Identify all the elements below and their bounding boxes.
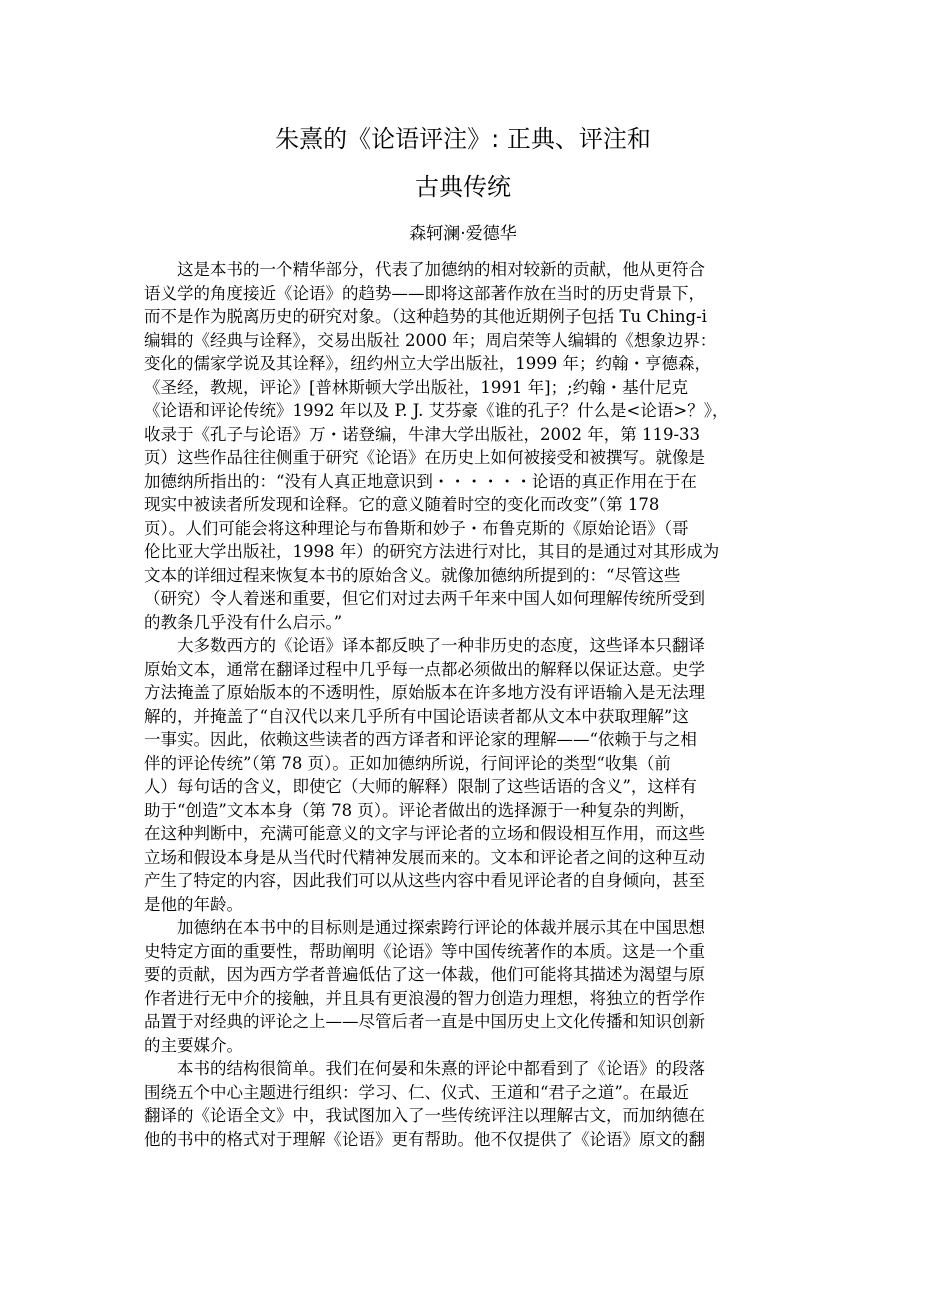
text-line: 的主要媒介。 xyxy=(144,1035,243,1055)
text-line: 而不是作为脱离历史的研究对象。（这种趋势的其他近期例子包括 Tu Ching-i xyxy=(144,307,707,326)
text-line: 页）。人们可能会将这种理论与布鲁斯和妙子・布鲁克斯的《原始论语》（哥 xyxy=(144,518,689,538)
text-line: 的教条几乎没有什么启示。” xyxy=(144,612,343,632)
text-line: 编辑的《经典与诠释》，交易出版社 2000 年；周启荣等人编辑的《想象边界： xyxy=(144,330,717,350)
text-line: 方法掩盖了原始版本的不透明性，原始版本在许多地方没有评语输入是无法理 xyxy=(144,683,705,702)
text-line: 这是本书的一个精华部分，代表了加德纳的相对较新的贡献，他从更符合 xyxy=(177,260,705,279)
text-line: 助于“创造”文本本身（第 78 页）。评论者做出的选择源于一种复杂的判断， xyxy=(144,800,696,820)
text-line: 文本的详细过程来恢复本书的原始含义。就像加德纳所提到的：“尽管这些 xyxy=(144,565,681,585)
paragraph xyxy=(144,634,786,916)
text-line: 加德纳所指出的：“没有人真正地意识到・・・・・・论语的真正作用在于在 xyxy=(144,471,697,491)
paragraph xyxy=(144,916,786,1057)
text-line: 一事实。因此，依赖这些读者的西方译者和评论家的理解——“依赖于与之相 xyxy=(144,730,697,749)
text-line: 在这种判断中，充满可能意义的文字与评论者的立场和假设相互作用，而这些 xyxy=(144,824,705,843)
text-line: 史特定方面的重要性，帮助阐明《论语》等中国传统著作的本质。这是一个重 xyxy=(144,941,705,961)
text-line: 伴的评论传统”（第 78 页）。正如加德纳所说，行间评论的类型“收集（前 xyxy=(144,753,671,773)
text-line: 现实中被读者所发现和诠释。它的意义随着时空的变化而改变”（第 178 xyxy=(144,495,660,514)
article-body xyxy=(144,258,786,1151)
text-line: 《论语和评论传统》1992 年以及 P. J. 艾芬豪《谁的孔子？什么是<论语>？》， xyxy=(144,401,729,420)
text-line: （研究）令人着迷和重要，但它们对过去两千年来中国人如何理解传统所受到 xyxy=(144,589,705,608)
text-line: 围绕五个中心主题进行组织：学习、仁、仪式、王道和“君子之道”。在最近 xyxy=(144,1082,689,1102)
text-line: 立场和假设本身是从当代时代精神发展而来的。文本和评论者之间的这种互动 xyxy=(144,847,705,867)
text-line: 人）每句话的含义，即使它（大师的解释）限制了这些话语的含义”，这样有 xyxy=(144,777,697,796)
text-line: 是他的年龄。 xyxy=(144,894,243,914)
text-line: 原始文本，通常在翻译过程中几乎每一点都必须做出的解释以保证达意。史学 xyxy=(144,659,705,679)
text-line: 翻译的《论语全文》中，我试图加入了一些传统评注以理解古文，而加纳德在 xyxy=(144,1106,705,1125)
text-line: 本书的结构很简单。我们在何晏和朱熹的评论中都看到了《论语》的段落 xyxy=(177,1059,705,1078)
text-line: 语义学的角度接近《论语》的趋势——即将这部著作放在当时的历史背景下， xyxy=(144,283,705,303)
text-line: 页）这些作品往往侧重于研究《论语》在历史上如何被接受和被撰写。就像是 xyxy=(144,448,705,467)
text-line: 品置于对经典的评论之上——尽管后者一直是中国历史上文化传播和知识创新 xyxy=(144,1012,705,1031)
text-line: 解的，并掩盖了“自汉代以来几乎所有中国论语读者都从文本中获取理解”这 xyxy=(144,706,689,726)
title-line-2: 古典传统 xyxy=(415,173,511,201)
text-line: 伦比亚大学出版社，1998 年）的研究方法进行对比，其目的是通过对其形成为 xyxy=(144,542,720,561)
text-line: 变化的儒家学说及其诠释》，纽约州立大学出版社，1999 年；约翰・亨德森， xyxy=(144,354,711,373)
text-line: 收录于《孔子与论语》万・诺登编，牛津大学出版社，2002 年，第 119-33 xyxy=(144,424,701,444)
paragraph xyxy=(144,258,786,634)
text-line: 加德纳在本书中的目标则是通过探索跨行评论的体裁并展示其在中国思想 xyxy=(177,918,705,937)
text-line: 产生了特定的内容，因此我们可以从这些内容中看见评论者的自身倾向，甚至 xyxy=(144,871,705,890)
text-line: 作者进行无中介的接触，并且具有更浪漫的智力创造力理想，将独立的哲学作 xyxy=(144,988,705,1008)
text-line: 大多数西方的《论语》译本都反映了一种非历史的态度，这些译本只翻译 xyxy=(177,636,705,655)
text-line: 要的贡献，因为西方学者普遍低估了这一体裁，他们可能将其描述为渴望与原 xyxy=(144,965,705,984)
paragraph xyxy=(144,1057,786,1151)
text-line: 《圣经，教规，评论》[普林斯顿大学出版社，1991 年]；;约翰・基什尼克 xyxy=(144,377,689,397)
author-name: 森轲澜·爱德华 xyxy=(409,224,517,244)
text-line: 他的书中的格式对于理解《论语》更有帮助。他不仅提供了《论语》原文的翻 xyxy=(144,1129,705,1149)
title-line-1: 朱熹的《论语评注》: 正典、评注和 xyxy=(275,125,651,153)
